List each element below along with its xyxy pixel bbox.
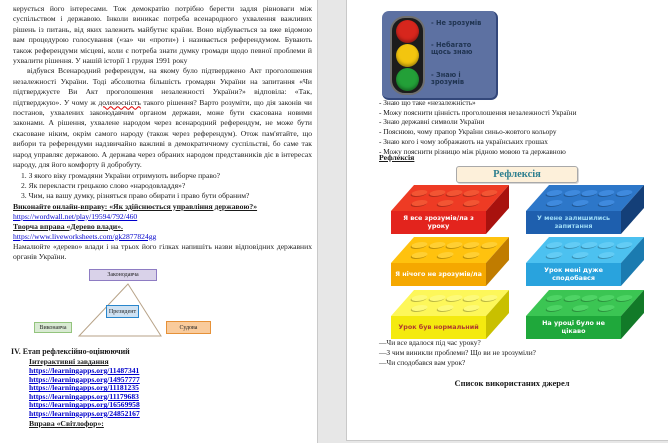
exercise-heading: Творча вправа «Дерево влади». [13, 221, 123, 231]
list-item: - Знаю кого і чому зображають на українських грошах [379, 136, 548, 146]
question-item: 1. З якого віку громадяни України отримують виборче право? [21, 170, 221, 180]
list-item: - Можу пояснити різницю між рідною мовою та державною [379, 146, 566, 156]
final-questions [379, 338, 659, 368]
paragraph-text: такого рішення? Варто розуміти, що дія законів чи постанов, ухвалених законодавчим органом держави, може бути скасована новими законами. А рішення, ухвалене народом через всенародний референдум, не може бути скасоване ніким, окрім самого народу (також через референдум). Отож пам'ятайте, що вибори та референдуми надзвичайно важливі в демократичному суспільстві, бо саме так народ управляє державою. А держава через обраних народом представників діє в інтересах народу, для його комфорту й добробуту. [13, 97, 312, 170]
question-item: 3. Чим, на вашу думку, різняться право обирати і право бути обраним? [21, 191, 250, 201]
paragraph [13, 66, 312, 170]
traffic-light-image [382, 11, 498, 100]
lego-title-box: Рефлексія [456, 166, 578, 183]
learningapps-link[interactable]: https://learningapps.org/16569958 [29, 400, 140, 410]
lego-brick [391, 237, 509, 286]
diagram-box-legislative: Законодавча [89, 269, 157, 281]
lego-reflection-image [347, 166, 668, 341]
left-page-text [13, 4, 312, 263]
question-line: —Чи все вдалося під час уроку? [379, 338, 481, 347]
learningapps-link[interactable]: https://learningapps.org/24852167 [29, 408, 140, 418]
brick-label: Я все зрозумів/ла з уроку [403, 214, 474, 230]
list-item: - Пояснюю, чому прапор України синьо-жовтого кольору [379, 127, 557, 137]
diagram-box-executive: Виконавча [34, 322, 72, 333]
lego-brick [391, 185, 509, 234]
sources-heading: Список використаних джерел [454, 378, 570, 388]
lego-brick [526, 185, 644, 234]
section-4 [11, 347, 311, 429]
learningapps-link[interactable]: https://learningapps.org/11487341 [29, 366, 140, 375]
interactive-links-block [29, 357, 311, 429]
brick-label: Урок мені дуже сподобався [544, 266, 603, 282]
green-light-icon [396, 68, 419, 91]
learningapps-link[interactable]: https://learningapps.org/14957777 [29, 374, 140, 384]
learningapps-link[interactable]: https://learningapps.org/11179683 [29, 391, 139, 401]
misspelled-word: доленосність [98, 97, 141, 107]
diagram-box-president: Президент [106, 305, 139, 318]
reflection-heading: Рефлексія [379, 153, 415, 162]
question-item: 2. Як перекласти грецькою слово «народовладдя»? [21, 180, 186, 190]
page-left [0, 0, 318, 443]
red-light-icon [396, 20, 419, 43]
learningapps-link[interactable]: https://learningapps.org/11181235 [29, 383, 139, 393]
list-item: - Знаю державні символи України [379, 117, 485, 127]
brick-label: Я нічого не зрозумів/ла [395, 269, 482, 278]
exercise-heading: Виконайте онлайн-вправу: «Як здійснюється управління державою?» [13, 201, 258, 211]
traffic-label-red: - Не зрозумів [431, 19, 482, 27]
question-line: —Чи сподобався вам урок? [379, 358, 466, 367]
page-right [346, 0, 668, 441]
paragraph-text: відбувся Всенародний референдум, на якому було підтверджено Акт проголошення незалежності України. Тоді абсолютна більшість громадян України на запитання «Чи підтверджуєте Ви Акт проголошення незалежності України?» відповіла: «Так, підтверджую». У чому ж [13, 66, 312, 107]
paragraph: Намалюйте «дерево» влади і на трьох його гілках напишіть назви відповідних державних органів України. [13, 241, 312, 262]
list-item: - Знаю що таке «незалежність» [379, 98, 476, 107]
traffic-light-icon [390, 16, 425, 95]
lego-brick [526, 290, 644, 339]
lego-brick [526, 237, 644, 286]
power-branches-diagram [1, 269, 319, 341]
list-item: - Можу пояснити цінність проголошення незалежності України [379, 107, 577, 117]
traffic-label-yellow: - Небагато щось знаю [431, 40, 473, 57]
traffic-label-green: - Знаю і зрозумів [431, 70, 465, 87]
self-check-list [379, 98, 659, 156]
wordwall-link[interactable]: https://wordwall.net/play/19594/792/460 [13, 211, 138, 221]
question-line: —З чим виникли проблеми? Що ви не зрозуміли? [379, 348, 536, 357]
brick-label: Урок був нормальний [398, 322, 479, 331]
paragraph: керується його інтересами. Тож демократію потрібно берегти задля рівноваги між суспільством і державою. Інколи виникає потреба всенародного ухвалення важливих рішень із питань, від яких залежить майбутнє країни. Воно відбувається за вже відомою вам процедурою голосування («за» чи «проти») і називається референдумом. Бувають також референдуми місцеві, коли є потреба знати думку громади щодо певної проблеми й ухвалити рішення. У нашій історії 1 грудня 1991 року [13, 4, 312, 66]
interactive-tasks-heading: Інтерактивні завдання [29, 357, 109, 366]
lego-brick [391, 290, 509, 339]
yellow-light-icon [396, 44, 419, 67]
brick-label: На уроці було не цікаво [542, 319, 605, 335]
svitlofor-heading: Вправа «Світлофор»: [29, 418, 104, 428]
diagram-box-judicial: Судова [166, 321, 211, 334]
brick-label: У мене залишились запитання [536, 214, 611, 230]
traffic-light-labels [431, 18, 493, 87]
liveworksheets-link[interactable]: https://www.liveworksheets.com/gk2877824gg [13, 231, 157, 241]
section-title: IV. Етап рефлексійно-оцінюючий [11, 347, 130, 356]
